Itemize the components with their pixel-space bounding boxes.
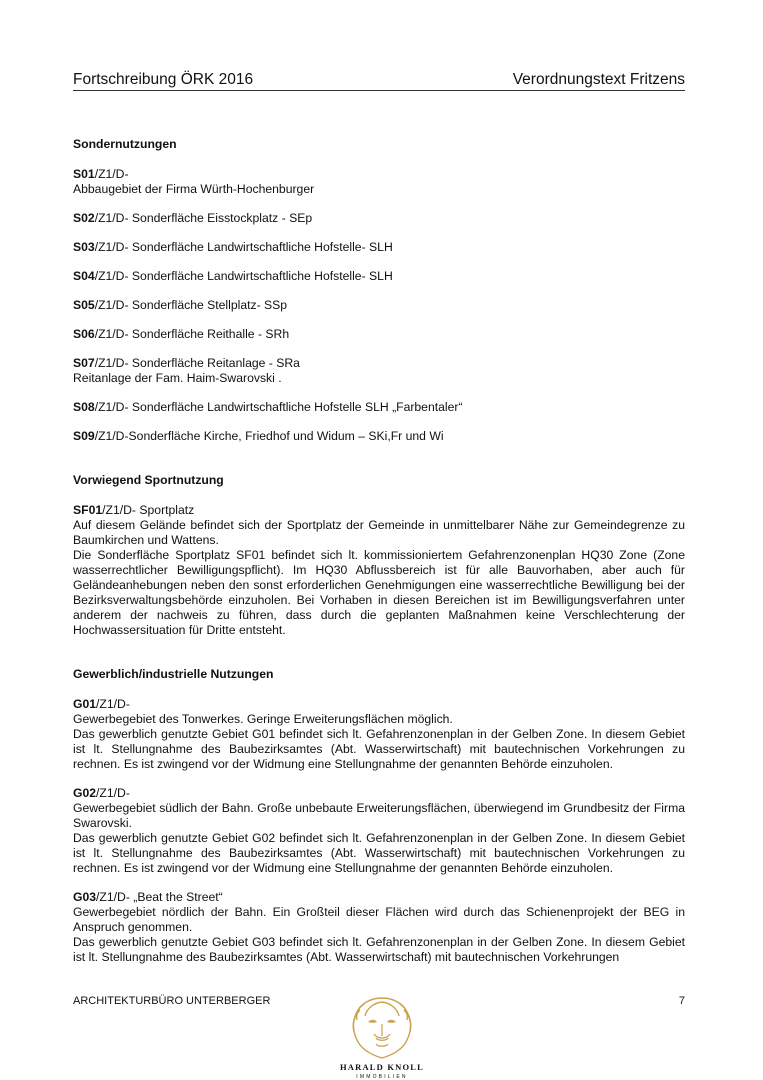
entry-s02: S02/Z1/D- Sonderfläche Eisstockplatz - SEp [73, 211, 313, 225]
entry-s01: S01/Z1/D- [73, 167, 129, 181]
entry-s09: S09/Z1/D-Sonderfläche Kirche, Friedhof und Widum – SKi,Fr und Wi [73, 429, 444, 443]
entry-g03-paragraph-2: Das gewerblich genutzte Gebiet G03 befindet sich lt. Gefahrenzonenplan in der Gelben Zone. In diesem Gebiet ist lt. Stellungnahme des Baubezirksamtes (Abt. Wasserwirtschaft) mit bautechnischen Vorkehrungen [73, 935, 685, 964]
section-title-gewerblich: Gewerblich/industrielle Nutzungen [73, 667, 274, 681]
entry-s06: S06/Z1/D- Sonderfläche Reithalle - SRh [73, 327, 290, 341]
header-left-title: Fortschreibung ÖRK 2016 [73, 71, 254, 88]
entry-g01: G01/Z1/D- [73, 697, 130, 711]
entry-s07-desc: Reitanlage der Fam. Haim-Swarovski . [73, 371, 282, 385]
entry-g01-paragraph-2: Das gewerblich genutzte Gebiet G01 befindet sich lt. Gefahrenzonenplan in der Gelben Zone. In diesem Gebiet ist lt. Stellungnahme des Baubezirksamtes (Abt. Wasserwirtschaft) mit bautechnischen Vorkehrungen zu rechnen. Es ist zwingend vor der Widmung eine Stellungnahme der genannten Behörde einzuholen. [73, 727, 685, 771]
entry-s08: S08/Z1/D- Sonderfläche Landwirtschaftliche Hofstelle SLH „Farbentaler“ [73, 400, 463, 414]
entry-g03: G03/Z1/D- „Beat the Street“ [73, 890, 223, 904]
section-title-sondernutzungen: Sondernutzungen [73, 137, 177, 151]
logo-wordmark [330, 1062, 434, 1080]
entry-g02: G02/Z1/D- [73, 786, 130, 800]
entry-s07: S07/Z1/D- Sonderfläche Reitanlage - SRa [73, 356, 300, 370]
entry-g01-paragraph-1: Gewerbegebiet des Tonwerkes. Geringe Erweiterungsflächen möglich. [73, 712, 453, 726]
entry-s01-desc: Abbaugebiet der Firma Würth-Hochenburger [73, 182, 315, 196]
entry-sf01-paragraph-1: Auf diesem Gelände befindet sich der Sportplatz der Gemeinde in unmittelbarer Nähe zur Gemeindegrenze zu Baumkirchen und Wattens. [73, 518, 685, 547]
entry-g02-paragraph-1: Gewerbegebiet südlich der Bahn. Große unbebaute Erweiterungsflächen, überwiegend im Grundbesitz der Firma Swarovski. [73, 801, 685, 830]
entry-s05: S05/Z1/D- Sonderfläche Stellplatz- SSp [73, 298, 288, 312]
entry-g02-paragraph-2: Das gewerblich genutzte Gebiet G02 befindet sich lt. Gefahrenzonenplan in der Gelben Zone. In diesem Gebiet ist lt. Stellungnahme des Baubezirksamtes (Abt. Wasserwirtschaft) mit bautechnischen Vorkehrungen zu rechnen. Es ist zwingend vor der Widmung eine Stellungnahme der genannten Behörde einzuholen. [73, 831, 685, 875]
document-body [73, 137, 685, 965]
section-title-sportnutzung: Vorwiegend Sportnutzung [73, 473, 224, 487]
logo-line-2: IMMOBILIEN [356, 1074, 408, 1080]
logo-line-1: HARALD KNOLL [339, 1062, 425, 1072]
footer-company: ARCHITEKTURBÜRO UNTERBERGER [73, 995, 271, 1007]
entry-s03: S03/Z1/D- Sonderfläche Landwirtschaftliche Hofstelle- SLH [73, 240, 393, 254]
page-number: 7 [678, 995, 685, 1007]
entry-sf01: SF01/Z1/D- Sportplatz [73, 503, 195, 517]
entry-g03-paragraph-1: Gewerbegebiet nördlich der Bahn. Ein Großteil dieser Flächen wird durch das Schienenprojekt der BEG in Anspruch genommen. [73, 905, 685, 934]
entry-s04: S04/Z1/D- Sonderfläche Landwirtschaftliche Hofstelle- SLH [73, 269, 393, 283]
page-header [73, 71, 685, 91]
header-right-title: Verordnungstext Fritzens [512, 71, 685, 88]
entry-sf01-paragraph-2: Die Sonderfläche Sportplatz SF01 befindet sich lt. kommissioniertem Gefahrenzonenplan HQ30 Zone (Zone wasserrechtlicher Bewilligungspflicht). Im HQ30 Abflussbereich ist für alle Bauvorhaben, aber auch für Geländeanhebungen neben den sonst erforderlichen Genehmigungen eine wasserrechtliche Bewilligung bei der Bezirksverwaltungsbehörde einzuholen. Bei Vorhaben in diesen Bereichen ist im Bewilligungsverfahren unter anderem der nachweis zu führen, dass durch die geplanten Maßnahmen keine Verschlechterung der Hochwassersituation für Dritte entsteht. [73, 548, 685, 637]
